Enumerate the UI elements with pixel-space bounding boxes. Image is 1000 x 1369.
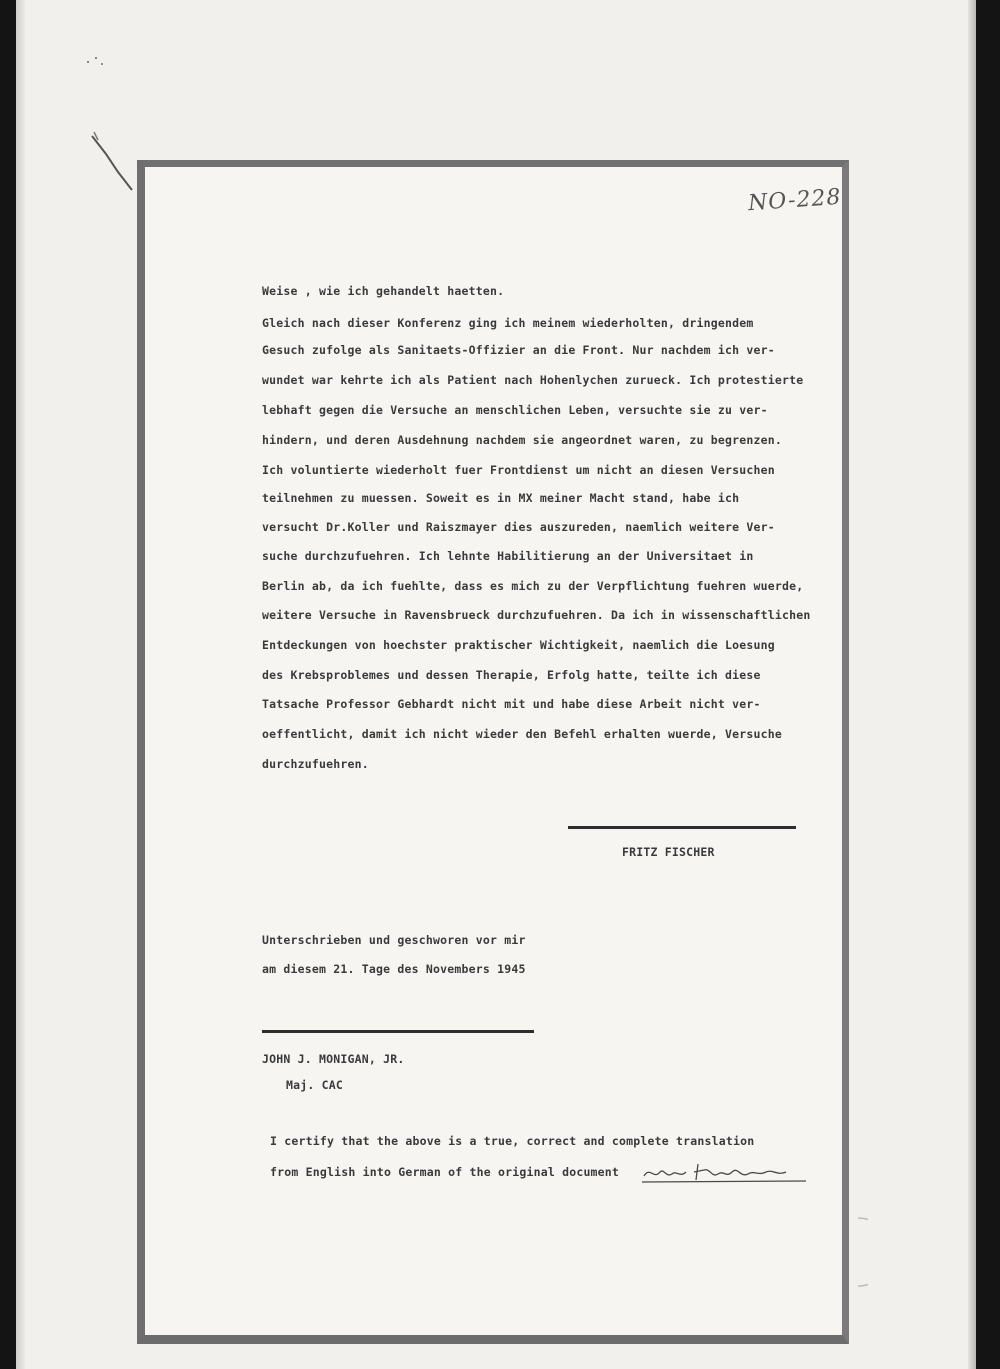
body-line: Gleich nach dieser Konferenz ging ich meinem wiederholten, dringendem — [262, 316, 754, 330]
body-line: suche durchzufuehren. Ich lehnte Habilitierung an der Universitaet in — [262, 549, 754, 563]
sworn-line: am diesem 21. Tage des Novembers 1945 — [262, 962, 526, 976]
pencil-stroke-mark — [88, 128, 138, 198]
body-line: Gesuch zufolge als Sanitaets-Offizier an die Front. Nur nachdem ich ver- — [262, 343, 775, 357]
certification-line: from English into German of the original document — [270, 1165, 620, 1179]
body-line: teilnehmen zu muessen. Soweit es in MX meiner Macht stand, habe ich — [262, 491, 740, 505]
body-line: Berlin ab, da ich fuehlte, dass es mich zu der Verpflichtung fuehren wuerde, — [262, 579, 804, 593]
reference-number: NO-228 — [747, 184, 843, 217]
body-line: hindern, und deren Ausdehnung nachdem sie angeordnet waren, zu begrenzen. — [262, 433, 783, 447]
sheet-right-edge — [968, 0, 976, 1369]
signature-line — [568, 826, 796, 829]
signatory-name: FRITZ FISCHER — [622, 845, 715, 859]
body-line: versucht Dr.Koller und Raiszmayer dies auszureden, naemlich weitere Ver- — [262, 520, 775, 534]
body-line: durchzufuehren. — [262, 757, 369, 771]
certification-line: I certify that the above is a true, correct and complete translation — [270, 1134, 755, 1148]
body-line: Tatsache Professor Gebhardt nicht mit und habe diese Arbeit nicht ver- — [262, 697, 761, 711]
body-line: wundet war kehrte ich als Patient nach Hohenlychen zurueck. Ich protestierte — [262, 373, 804, 387]
body-line: Entdeckungen von hoechster praktischer Wichtigkeit, naemlich die Loesung — [262, 638, 775, 652]
officer-name: JOHN J. MONIGAN, JR. — [262, 1052, 405, 1066]
body-line: lebhaft gegen die Versuche an menschlichen Leben, versuchte sie zu ver- — [262, 403, 768, 417]
body-line: Weise , wie ich gehandelt haetten. — [262, 284, 505, 298]
body-line: Ich voluntierte wiederholt fuer Frontdienst um nicht an diesen Versuchen — [262, 463, 775, 477]
body-line: oeffentlicht, damit ich nicht wieder den Befehl erhalten wuerde, Versuche — [262, 727, 783, 741]
officer-signature-line — [262, 1030, 534, 1033]
officer-rank: Maj. CAC — [286, 1078, 343, 1092]
pencil-dots-mark — [82, 52, 112, 72]
body-line: des Krebsproblemes und dessen Therapie, Erfolg hatte, teilte ich diese — [262, 668, 761, 682]
body-line: weitere Versuche in Ravensbrueck durchzufuehren. Da ich in wissenschaftlichen — [262, 608, 811, 622]
sheet-left-edge — [16, 0, 25, 1369]
sworn-line: Unterschrieben und geschworen vor mir — [262, 933, 526, 947]
translator-signature-image — [640, 1160, 810, 1186]
